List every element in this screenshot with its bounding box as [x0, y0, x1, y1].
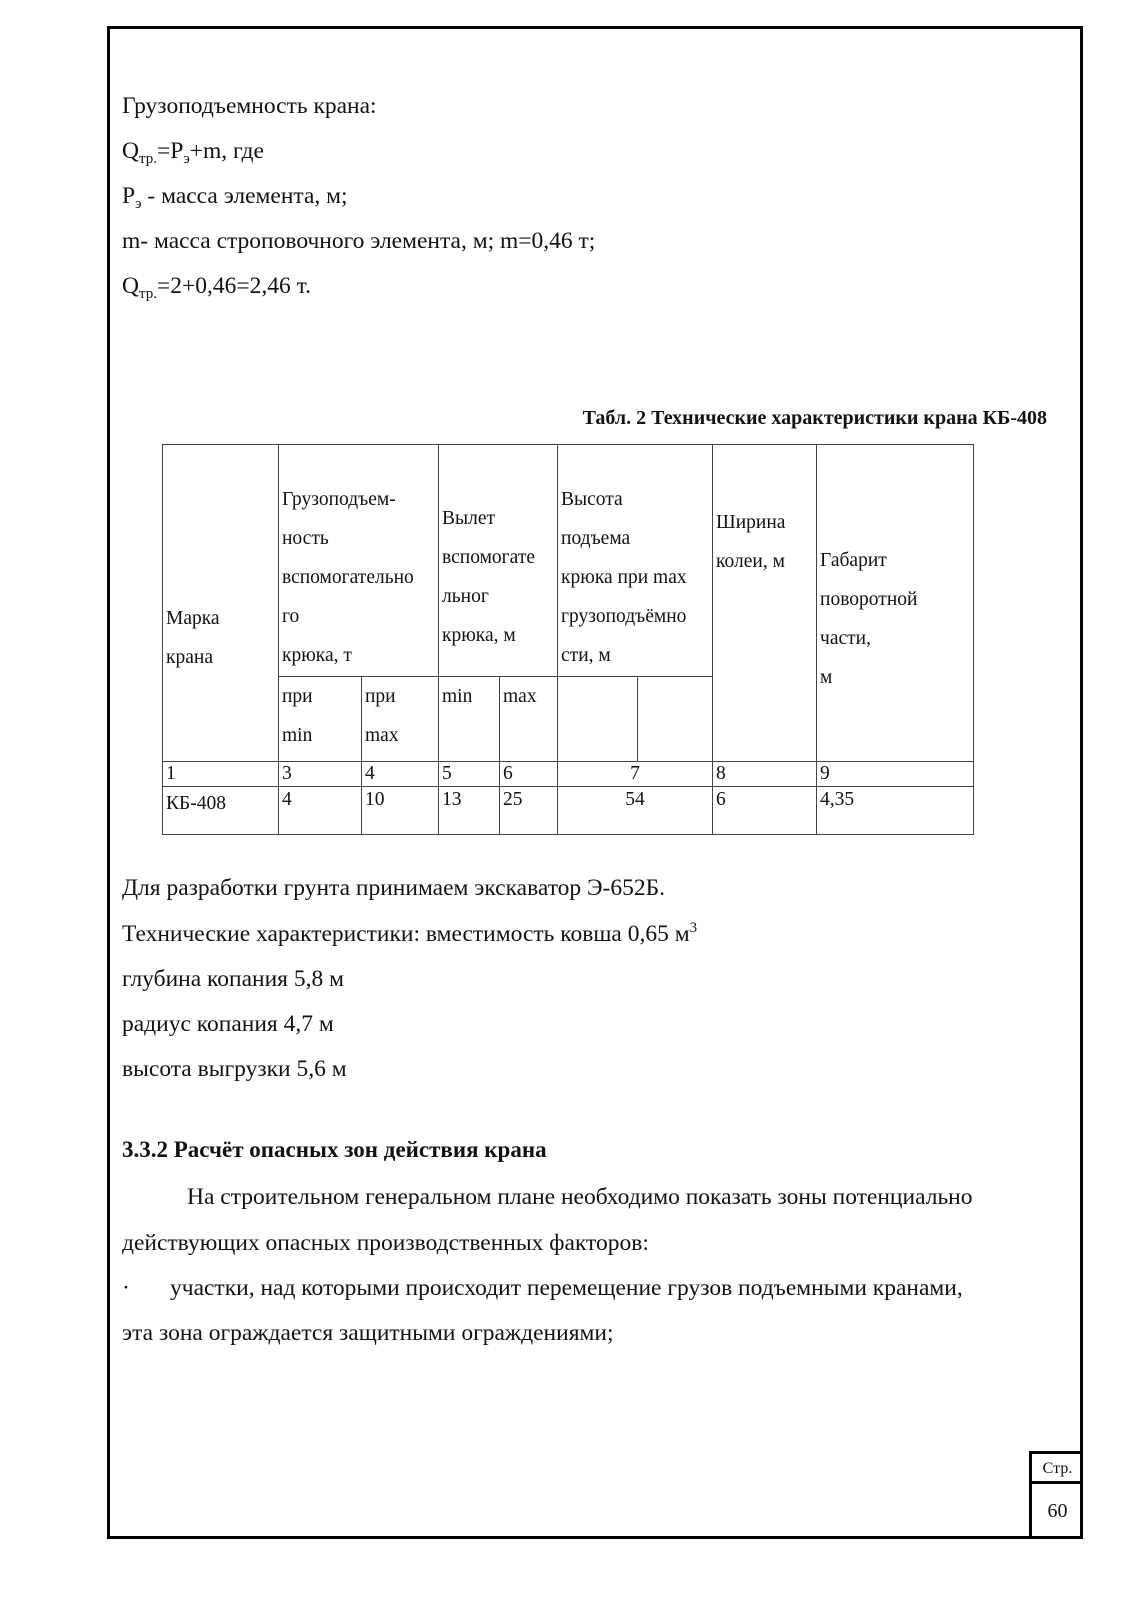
- excavator-unload-height: высота выгрузки 5,6 м: [122, 1056, 347, 1082]
- definition-element-mass: $P_э$ - масса элемента, м;: [122, 183, 348, 212]
- section-paragraph-line-1: На строительном генеральном плане необходимо показать зоны потенциально: [187, 1184, 973, 1210]
- table-caption: Табл. 2 Технические характеристики крана КБ-408: [582, 407, 1047, 429]
- bullet-marker: ·: [122, 1275, 130, 1301]
- table-row: [163, 787, 974, 835]
- subheader-height-empty-2: [638, 677, 713, 762]
- page-stamp: [1029, 1451, 1083, 1539]
- cell-gabarit: 4,35: [817, 787, 974, 835]
- subheader-height-empty-1: [558, 677, 638, 762]
- header-height: Высота подъема крюка при max грузоподъёмно сти, м: [558, 445, 713, 677]
- col-number: 5: [439, 762, 500, 787]
- capacity-title: Грузоподъемность крана:: [122, 93, 377, 119]
- bullet-item-text: участки, над которыми происходит перемещение грузов подъемными кранами,: [170, 1275, 963, 1301]
- subheader-capacity-max: при max: [362, 677, 439, 762]
- subheader-reach-max: max: [500, 677, 558, 762]
- col-number: 8: [713, 762, 817, 787]
- bullet-item-continuation: эта зона ограждается защитными ограждениями;: [122, 1320, 614, 1346]
- table-numbering-row: [163, 762, 974, 787]
- col-number: 6: [500, 762, 558, 787]
- formula-q-result: $Q_{тр.}=2+0,46=2,46$ т.: [122, 273, 311, 302]
- cell-hook-height: 54: [558, 787, 713, 835]
- excavator-dig-radius: радиус копания 4,7 м: [122, 1011, 334, 1037]
- cell-capacity-min: 4: [279, 787, 362, 835]
- header-gabarit: Габарит поворотной части, м: [817, 445, 974, 762]
- header-brand: Марка крана: [163, 445, 279, 762]
- header-reach: Вылет вспомогате льног крюка, м: [439, 445, 558, 677]
- page-number: 60: [1047, 1500, 1068, 1522]
- cell-reach-max: 25: [500, 787, 558, 835]
- subheader-capacity-min: при min: [279, 677, 362, 762]
- header-track-width: Ширина колеи, м: [713, 445, 817, 762]
- excavator-choice: Для разработки грунта принимаем экскаватор Э-652Б.: [122, 875, 666, 901]
- cell-capacity-max: 10: [362, 787, 439, 835]
- cell-track-width: 6: [713, 787, 817, 835]
- col-number: 1: [163, 762, 279, 787]
- section-heading: 3.3.2 Расчёт опасных зон действия крана: [122, 1137, 547, 1162]
- section-paragraph-line-2: действующих опасных производственных факторов:: [122, 1230, 649, 1256]
- definition-sling-mass: m- масса строповочного элемента, м; m=0,46 т;: [122, 228, 596, 254]
- excavator-dig-depth: глубина копания 5,8 м: [122, 966, 344, 992]
- subheader-reach-min: min: [439, 677, 500, 762]
- formula-q-required: $Q_{тр.}=P_э+m$, где: [122, 138, 264, 167]
- col-number: 4: [362, 762, 439, 787]
- col-number: 9: [817, 762, 974, 787]
- table-header-row: [163, 445, 974, 677]
- page-label: Стр.: [1032, 1454, 1083, 1484]
- cell-brand: КБ-408: [163, 787, 279, 835]
- cell-reach-min: 13: [439, 787, 500, 835]
- excavator-bucket: Технические характеристики: вместимость ковша 0,65 $м^3$: [122, 920, 698, 947]
- col-number: 7: [558, 762, 713, 787]
- header-capacity: Грузоподъем- ность вспомогательно го крюка, т: [279, 445, 439, 677]
- col-number: 3: [279, 762, 362, 787]
- crane-spec-table: [162, 444, 974, 835]
